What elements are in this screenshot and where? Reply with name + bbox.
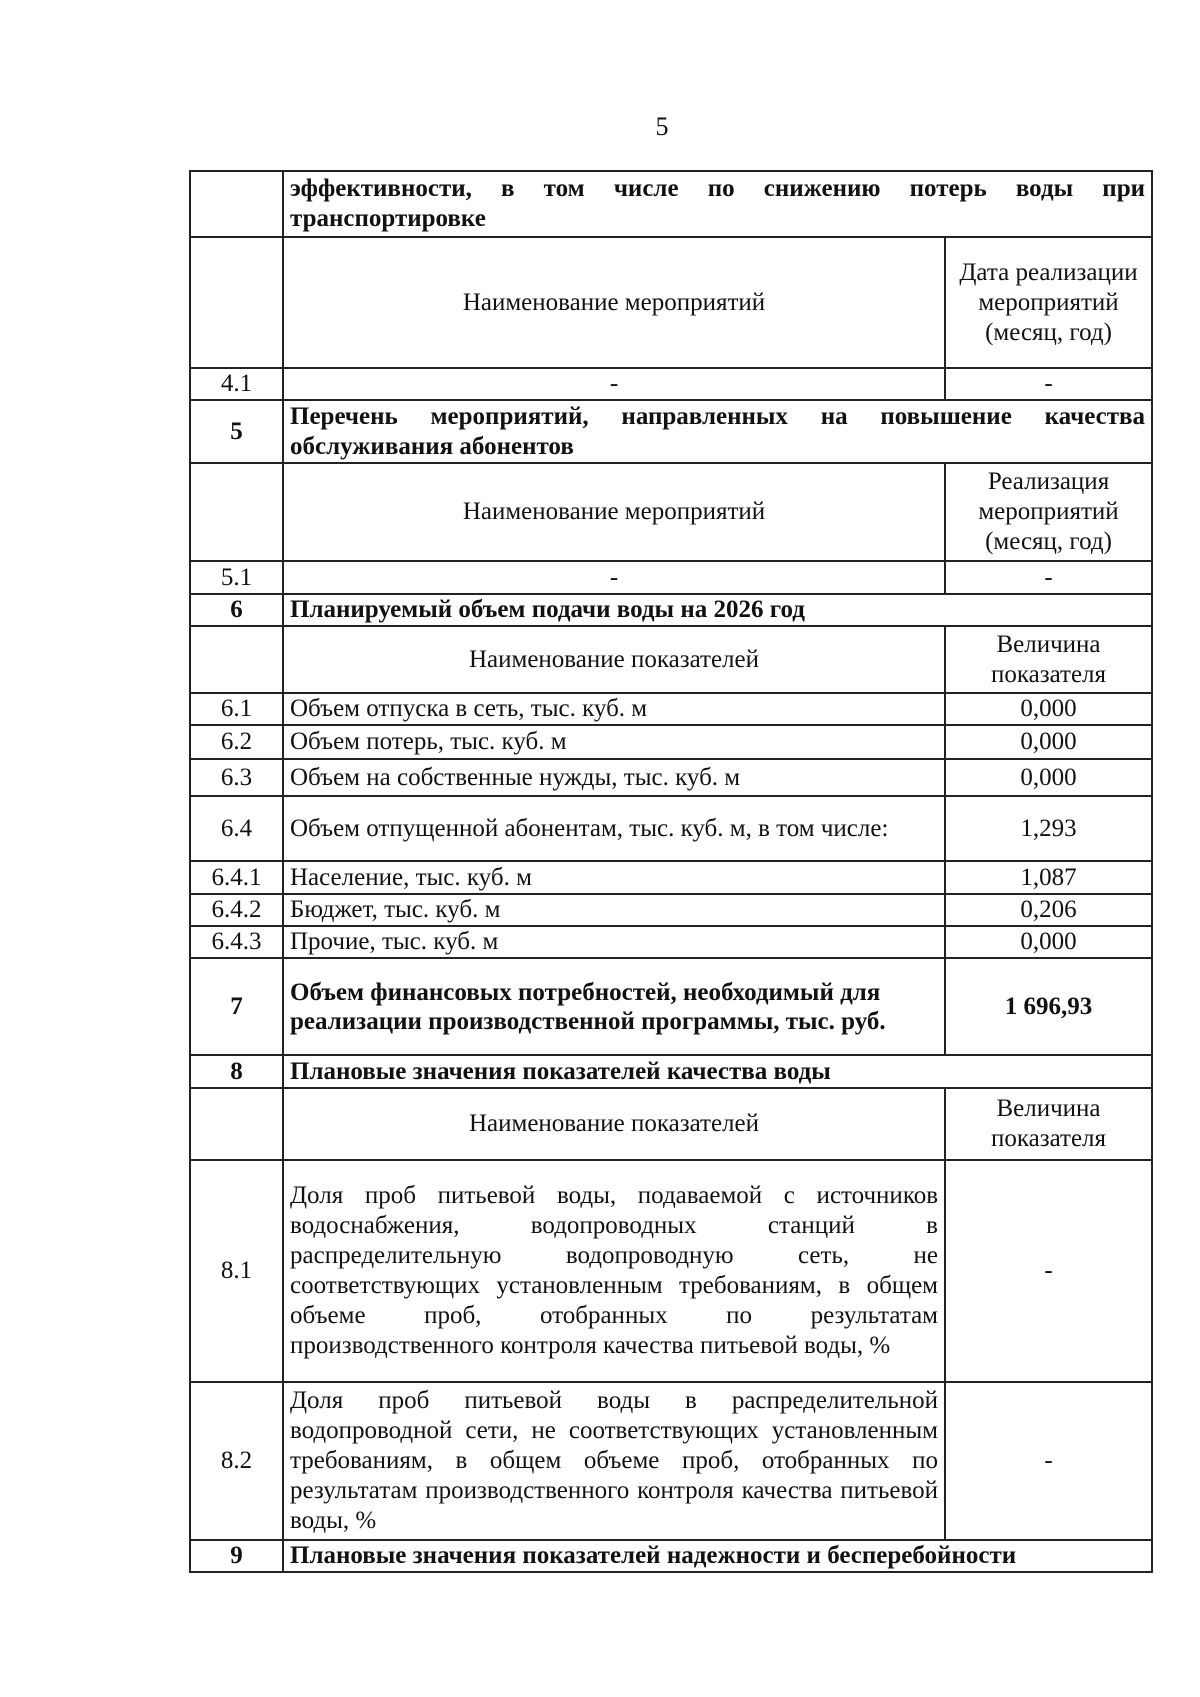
row-number: 9 [190,1540,283,1572]
column-header-name: Наименование мероприятий [283,237,945,368]
section-title: Плановые значения показателей качества воды [283,1055,1152,1088]
indicator-name: Объем финансовых потребностей, необходимый для реализации производственной программы, тыс. руб. [283,958,945,1055]
row-number: 6.4.2 [190,894,283,926]
item-row [190,796,1152,861]
indicator-value: 0,000 [945,693,1152,725]
row-number: 5.1 [190,561,283,594]
row-number: 5 [190,400,283,463]
item-row [190,1160,1152,1382]
row-number: 6.4.1 [190,861,283,894]
header-row [190,463,1152,561]
indicator-value: 0,000 [945,759,1152,796]
item-row [190,693,1152,725]
row-number: 6.1 [190,693,283,725]
indicator-name: Бюджет, тыс. куб. м [283,894,945,926]
row-number [190,1088,283,1160]
indicator-value: 1 696,93 [945,958,1152,1055]
row-number [190,237,283,368]
column-header-value: Величина показателя [945,626,1152,693]
row-number: 4.1 [190,368,283,400]
indicator-value: - [945,368,1152,400]
row-number: 8.1 [190,1160,283,1382]
item-row [190,1382,1152,1540]
row-number: 6.3 [190,759,283,796]
section-row [190,1055,1152,1088]
item-row [190,894,1152,926]
indicator-name: Объем отпущенной абонентам, тыс. куб. м, в том числе: [283,796,945,861]
column-header-value: Дата реализации мероприятий (месяц, год) [945,237,1152,368]
column-header-value: Реализация мероприятий (месяц, год) [945,463,1152,561]
section-title: Перечень мероприятий, направленных на повышение качества обслуживания абонентов [283,400,1152,463]
row-number [190,626,283,693]
row-number: 6.2 [190,725,283,759]
indicator-value: 0,206 [945,894,1152,926]
indicator-name: - [283,368,945,400]
indicator-value: - [945,1160,1152,1382]
row-number: 8 [190,1055,283,1088]
indicator-value: 1,293 [945,796,1152,861]
indicator-value: - [945,561,1152,594]
item-row [190,759,1152,796]
indicator-value: - [945,1382,1152,1540]
row-number: 8.2 [190,1382,283,1540]
column-header-value: Величина показателя [945,1088,1152,1160]
row-number [190,463,283,561]
indicator-name: Объем потерь, тыс. куб. м [283,725,945,759]
item-row [190,561,1152,594]
header-row [190,1088,1152,1160]
section-row [190,1540,1152,1572]
indicator-value: 1,087 [945,861,1152,894]
row-number: 7 [190,958,283,1055]
section-row [190,400,1152,463]
section-title: Планируемый объем подачи воды на 2026 год [283,594,1152,626]
indicator-name: Объем отпуска в сеть, тыс. куб. м [283,693,945,725]
indicator-name: Доля проб питьевой воды в распределительной водопроводной сети, не соответствующих установленным требованиям, в общем объеме проб, отобранных по результатам производственного контроля качества питьевой воды, % [283,1382,945,1540]
program-table [189,170,1153,1573]
section-row [190,171,1152,237]
column-header-name: Наименование показателей [283,626,945,693]
header-row [190,626,1152,693]
item-row [190,725,1152,759]
indicator-name: - [283,561,945,594]
row-number: 6.4.3 [190,926,283,958]
column-header-name: Наименование мероприятий [283,463,945,561]
indicator-name: Объем на собственные нужды, тыс. куб. м [283,759,945,796]
item-row [190,958,1152,1055]
row-number: 6.4 [190,796,283,861]
indicator-name: Население, тыс. куб. м [283,861,945,894]
indicator-value: 0,000 [945,725,1152,759]
header-row [190,237,1152,368]
indicator-value: 0,000 [945,926,1152,958]
item-row [190,368,1152,400]
item-row [190,926,1152,958]
section-title: Плановые значения показателей надежности и бесперебойности [283,1540,1152,1572]
indicator-name: Прочие, тыс. куб. м [283,926,945,958]
section-row [190,594,1152,626]
row-number [190,171,283,237]
indicator-name: Доля проб питьевой воды, подаваемой с источников водоснабжения, водопроводных станций в распределительную водопроводную сеть, не соответствующих установленным требованиям, в общем объеме проб, отобранных по результатам производственного контроля качества питьевой воды, % [283,1160,945,1382]
page-number: 5 [655,112,669,141]
section-title: эффективности, в том числе по снижению потерь воды при транспортировке [283,171,1152,237]
row-number: 6 [190,594,283,626]
column-header-name: Наименование показателей [283,1088,945,1160]
item-row [190,861,1152,894]
